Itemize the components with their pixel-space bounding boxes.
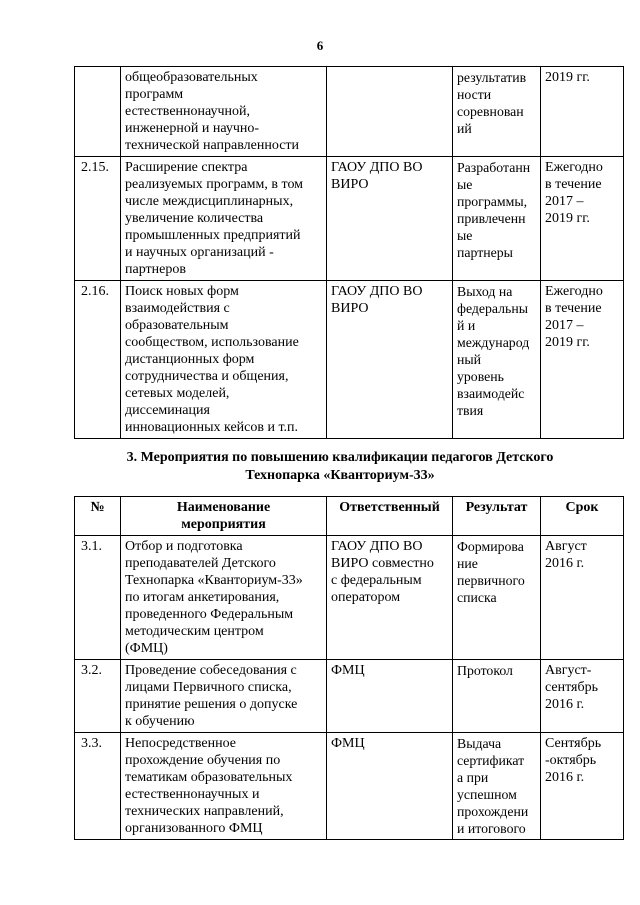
result: Протокол — [453, 660, 541, 733]
table-row — [75, 660, 624, 733]
responsible — [327, 67, 453, 157]
activity-name: общеобразовательных программ естественнонаучной, инженерной и научно- технической направленности — [121, 67, 327, 157]
activities-table-continued — [74, 66, 624, 439]
responsible: ГАОУ ДПО ВО ВИРО — [327, 281, 453, 439]
term: Ежегодно в течение 2017 – 2019 гг. — [541, 157, 624, 281]
activity-name: Отбор и подготовка преподавателей Детского Технопарка «Кванториум-33» по итогам анкетирования, проведенного Федеральным методическим центром (ФМЦ) — [121, 536, 327, 660]
row-number: 3.1. — [75, 536, 121, 660]
section-heading — [80, 449, 600, 485]
term: Ежегодно в течение 2017 – 2019 гг. — [541, 281, 624, 439]
row-number — [75, 67, 121, 157]
header-responsible: Ответственный — [327, 497, 453, 536]
term: Сентябрь -октябрь 2016 г. — [541, 733, 624, 840]
header-result: Результат — [453, 497, 541, 536]
table-row — [75, 733, 624, 840]
term: Август- сентябрь 2016 г. — [541, 660, 624, 733]
result: Выдача сертификат а при успешном прохождени и итогового — [453, 733, 541, 840]
qualification-table — [74, 496, 624, 840]
result: Выход на федеральны й и международ ный уровень взаимодейс твия — [453, 281, 541, 439]
activity-name: Поиск новых форм взаимодействия с образовательным сообществом, использование дистанционных форм сотрудничества и общения, сетевых моделей, диссеминация инновационных кейсов и т.п. — [121, 281, 327, 439]
row-number: 3.3. — [75, 733, 121, 840]
responsible: ФМЦ — [327, 733, 453, 840]
responsible: ГАОУ ДПО ВО ВИРО — [327, 157, 453, 281]
table-header-row — [75, 497, 624, 536]
section-heading-line-1: 3. Мероприятия по повышению квалификации педагогов Детского — [126, 450, 554, 465]
activity-name: Расширение спектра реализуемых программ, в том числе междисциплинарных, увеличение количества промышленных предприятий и научных организаций - партнеров — [121, 157, 327, 281]
result: Разработанн ые программы, привлеченн ые партнеры — [453, 157, 541, 281]
table-row — [75, 67, 624, 157]
row-number: 2.15. — [75, 157, 121, 281]
table-row — [75, 281, 624, 439]
table-row — [75, 157, 624, 281]
page-number: 6 — [316, 38, 324, 53]
activity-name: Непосредственное прохождение обучения по тематикам образовательных естественнонаучных и технических направлений, организованного ФМЦ — [121, 733, 327, 840]
row-number: 3.2. — [75, 660, 121, 733]
term: 2019 гг. — [541, 67, 624, 157]
table-row — [75, 536, 624, 660]
header-name: Наименование мероприятия — [121, 497, 327, 536]
header-number: № — [75, 497, 121, 536]
section-heading-line-2: Технопарка «Кванториум-33» — [245, 468, 435, 483]
header-term: Срок — [541, 497, 624, 536]
responsible: ГАОУ ДПО ВО ВИРО совместно с федеральным оператором — [327, 536, 453, 660]
term: Август 2016 г. — [541, 536, 624, 660]
result: результатив ности соревнован ий — [453, 67, 541, 157]
responsible: ФМЦ — [327, 660, 453, 733]
row-number: 2.16. — [75, 281, 121, 439]
activity-name: Проведение собеседования с лицами Первичного списка, принятие решения о допуске к обучению — [121, 660, 327, 733]
result: Формирова ние первичного списка — [453, 536, 541, 660]
